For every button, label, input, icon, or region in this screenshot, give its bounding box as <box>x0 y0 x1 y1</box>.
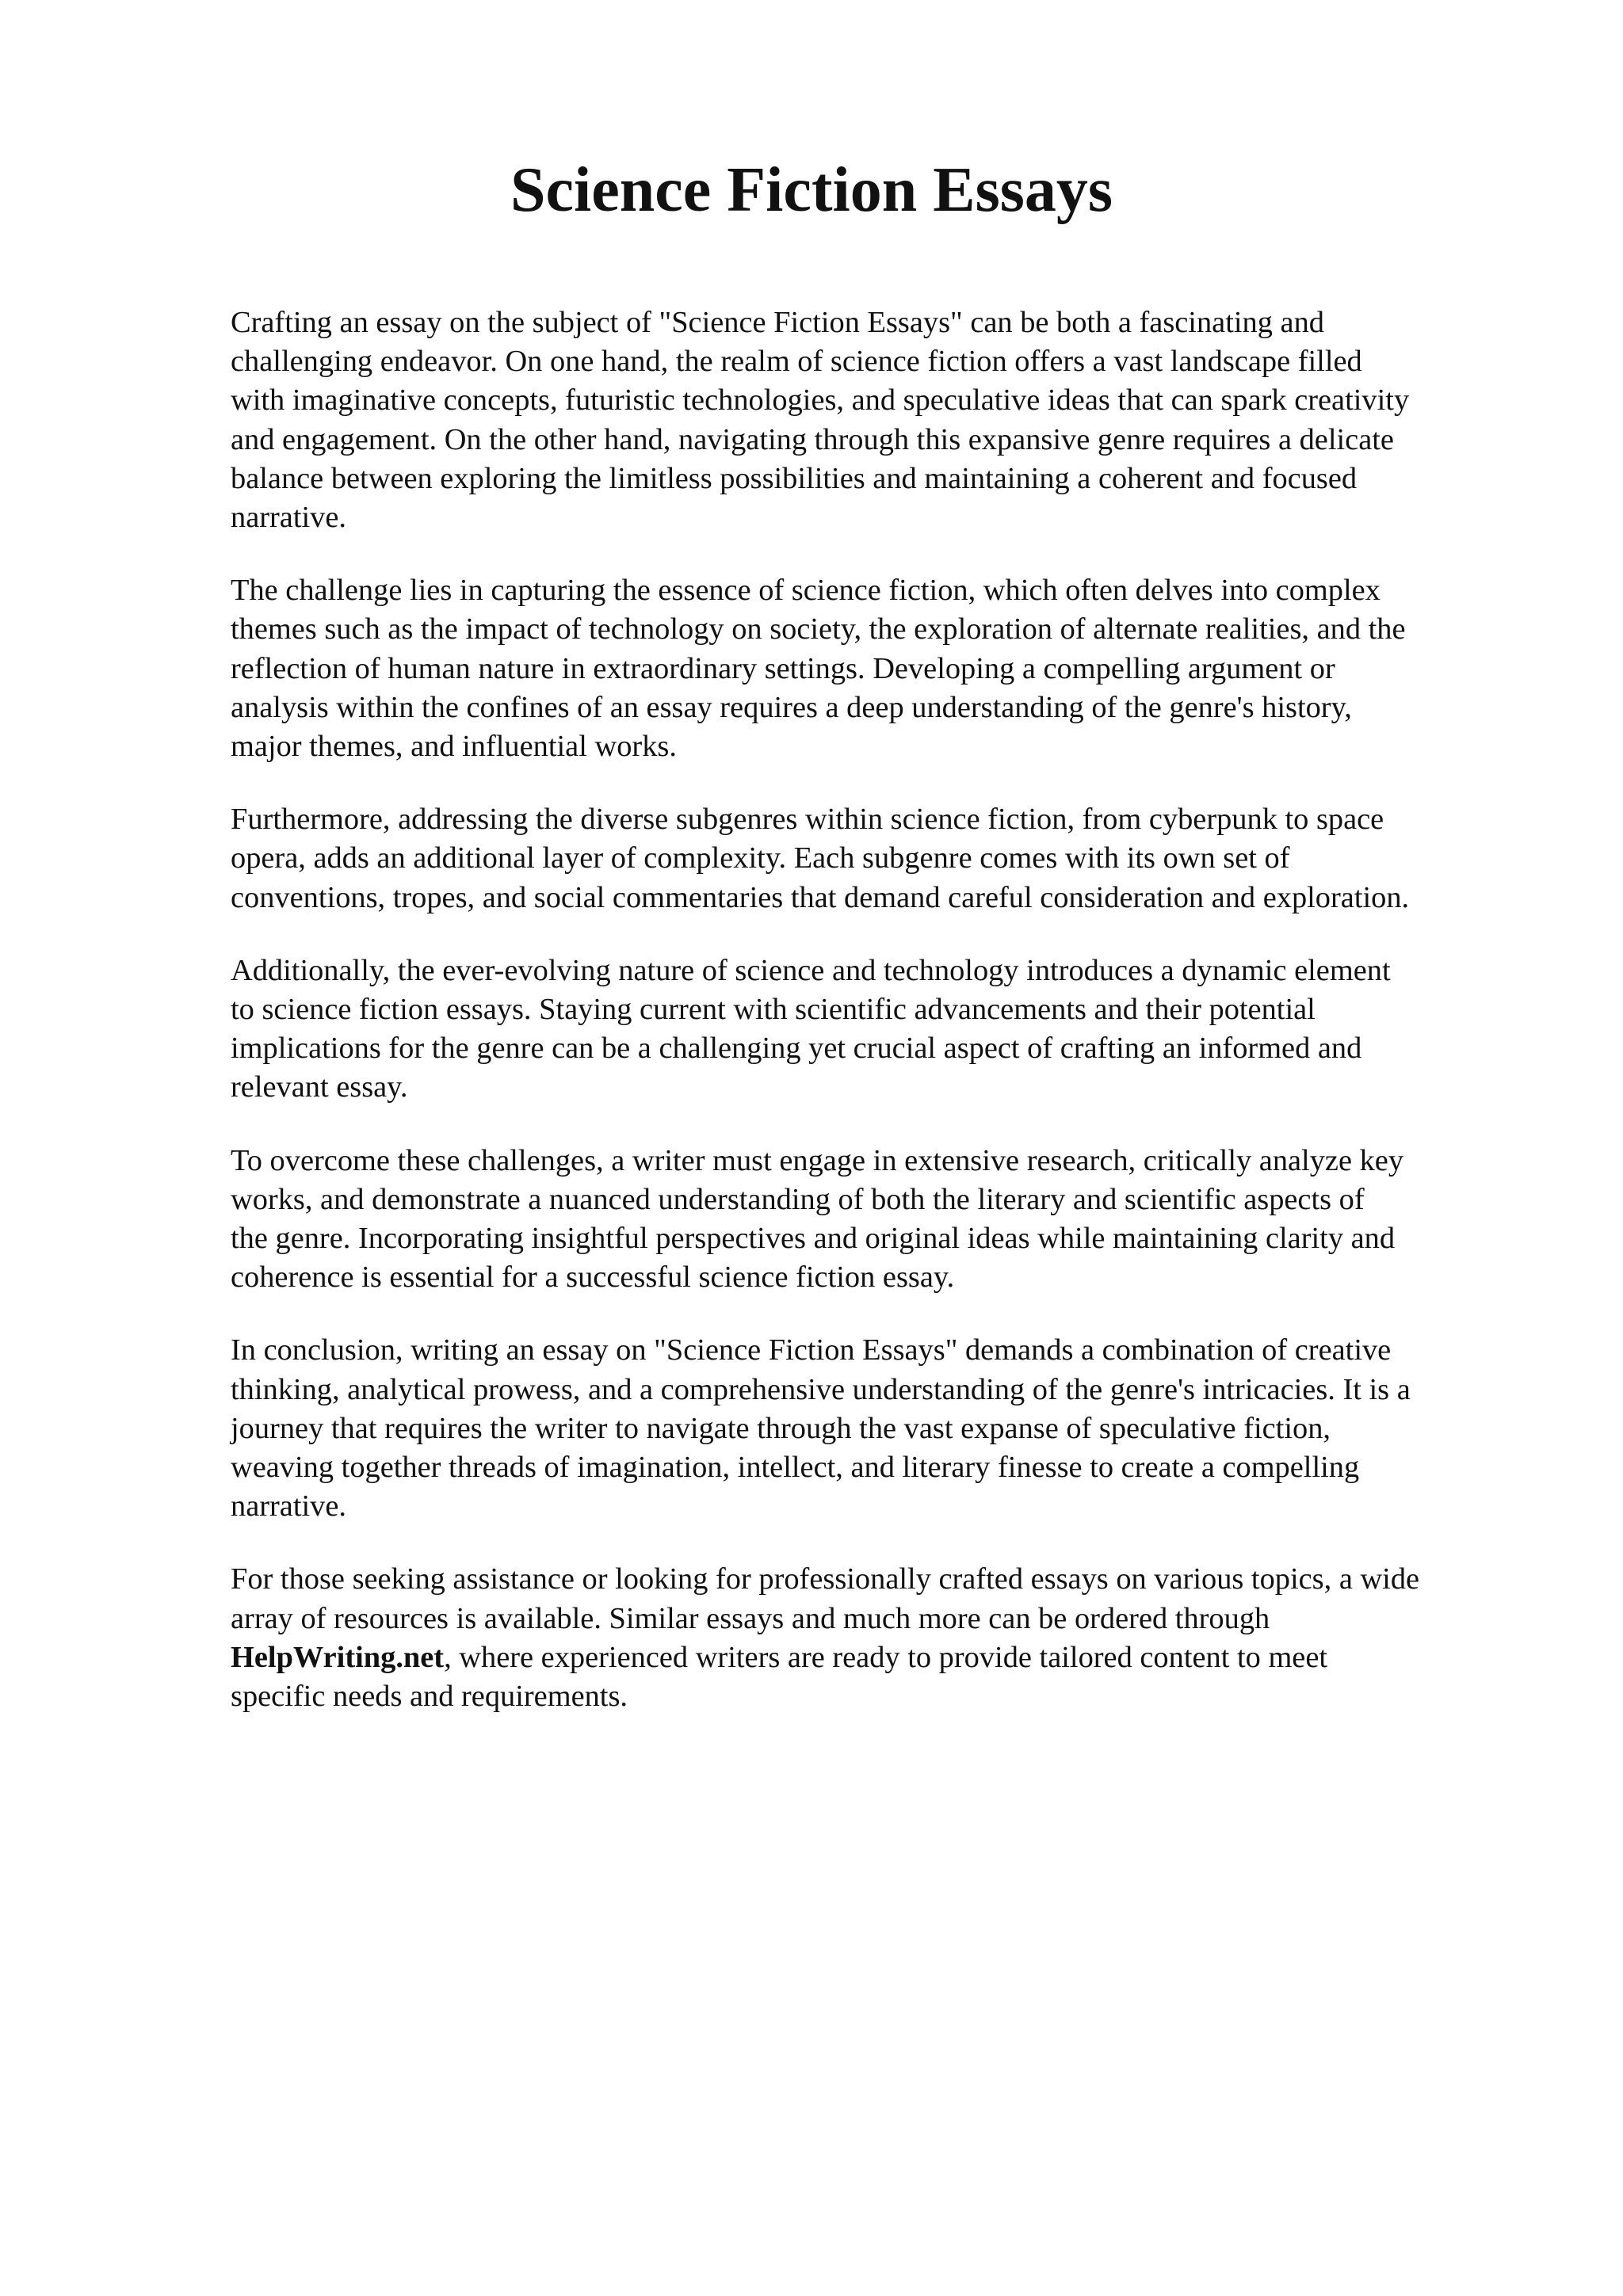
closing-line-1: For those seeking assistance or looking for professionally crafted essays on various topics, a wide <box>231 1562 1420 1596</box>
closing-line-4: specific needs and requirements. <box>231 1680 628 1714</box>
closing-line-3 <box>231 1638 1530 1677</box>
paragraph-line: reflection of human nature in extraordinary settings. Developing a compelling argument or <box>231 651 1335 685</box>
paragraph-line: conventions, tropes, and social commentaries that demand careful consideration and exploration. <box>231 880 1410 914</box>
paragraph-line: implications for the genre can be a challenging yet crucial aspect of crafting an informed and <box>231 1032 1362 1066</box>
paragraph-line: journey that requires the writer to navigate through the vast expanse of speculative fiction, <box>231 1411 1331 1445</box>
essay-paragraph <box>231 1331 1530 1526</box>
paragraph-line: Furthermore, addressing the diverse subgenres within science fiction, from cyberpunk to space <box>231 803 1384 837</box>
paragraph-line: The challenge lies in capturing the essence of science fiction, which often delves into complex <box>231 574 1381 608</box>
essay-paragraph <box>231 571 1530 766</box>
paragraph-line: challenging endeavor. On one hand, the realm of science fiction offers a vast landscape filled <box>231 345 1362 379</box>
paragraph-line: narrative. <box>231 501 347 535</box>
closing-paragraph <box>231 1560 1530 1716</box>
essay-paragraph <box>231 303 1530 537</box>
essay-paragraph <box>231 952 1530 1108</box>
essay-paragraph <box>231 800 1530 917</box>
paragraph-line: In conclusion, writing an essay on "Science Fiction Essays" demands a combination of creative <box>231 1333 1392 1367</box>
page-title: Science Fiction Essays <box>510 155 1113 225</box>
paragraph-line: relevant essay. <box>231 1070 408 1104</box>
paragraph-line: and engagement. On the other hand, navigating through this expansive genre requires a delicate <box>231 422 1394 456</box>
paragraph-line: Additionally, the ever-evolving nature of science and technology introduces a dynamic element <box>231 953 1391 987</box>
paragraph-line: with imaginative concepts, futuristic technologies, and speculative ideas that can spark creativity <box>231 383 1410 418</box>
paragraph-line: coherence is essential for a successful science fiction essay. <box>231 1261 955 1295</box>
essay-body <box>231 303 1530 1750</box>
paragraph-line: weaving together threads of imagination, intellect, and literary finesse to create a compelling <box>231 1451 1360 1485</box>
paragraph-line: analysis within the confines of an essay requires a deep understanding of the genre's history, <box>231 690 1352 724</box>
closing-line-2: array of resources is available. Similar essays and much more can be ordered through <box>231 1601 1270 1635</box>
helpwriting-brand-name: HelpWriting.net <box>231 1640 445 1674</box>
paragraph-line: the genre. Incorporating insightful perspectives and original ideas while maintaining clarity and <box>231 1222 1396 1256</box>
essay-paragraph <box>231 1142 1530 1298</box>
paragraph-list <box>231 303 1530 1526</box>
paragraph-line: balance between exploring the limitless possibilities and maintaining a coherent and focused <box>231 461 1358 495</box>
paragraph-line: to science fiction essays. Staying current with scientific advancements and their potential <box>231 993 1316 1027</box>
paragraph-line: Crafting an essay on the subject of "Science Fiction Essays" can be both a fascinating and <box>231 306 1324 339</box>
closing-line-3-text: , where experienced writers are ready to provide tailored content to meet <box>444 1640 1328 1674</box>
paragraph-line: narrative. <box>231 1489 347 1524</box>
paragraph-line: To overcome these challenges, a writer must engage in extensive research, critically analyze key <box>231 1143 1404 1177</box>
paragraph-line: works, and demonstrate a nuanced understanding of both the literary and scientific aspects of <box>231 1182 1365 1216</box>
paragraph-line: themes such as the impact of technology on society, the exploration of alternate realities, and the <box>231 612 1406 646</box>
paragraph-line: major themes, and influential works. <box>231 730 677 764</box>
paragraph-line: thinking, analytical prowess, and a comprehensive understanding of the genre's intricacies. It is a <box>231 1372 1411 1406</box>
paragraph-line: opera, adds an additional layer of complexity. Each subgenre comes with its own set of <box>231 841 1290 875</box>
